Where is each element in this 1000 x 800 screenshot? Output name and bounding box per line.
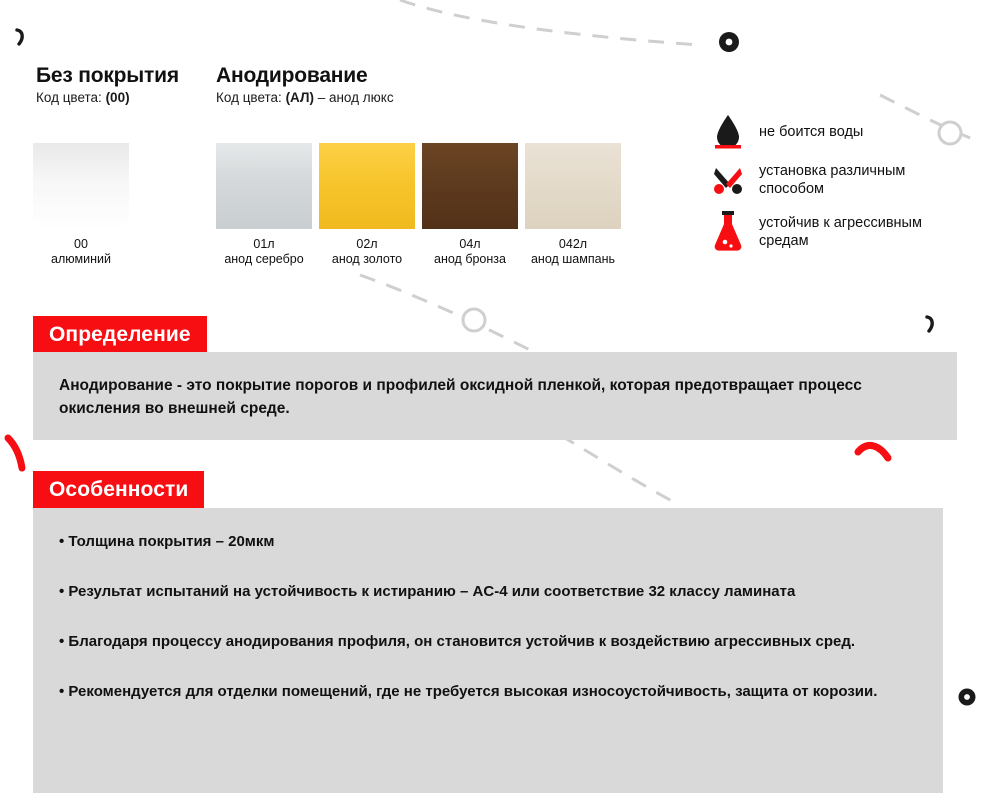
feature-water [705,112,970,152]
swatch-caption [216,237,312,267]
group-subtitle-code: (АЛ) [285,90,314,105]
feature-bullet: • Результат испытаний на устойчивость к истиранию – AC-4 или соответствие 32 классу ламината [59,583,796,600]
swatch-chip [525,143,621,229]
swatch-code: 04л [459,237,481,251]
feature-bullet: • Толщина покрытия – 20мкм [59,533,275,550]
swatch-code: 00 [74,237,88,251]
group-subtitle [216,90,394,105]
swatch-02l[interactable] [319,143,415,266]
swatch-chip [216,143,312,229]
swatch-name: анод шампань [530,252,615,266]
definition-tab: Определение [33,316,207,355]
swatch-name: алюминий [51,252,111,266]
swatch-caption [319,237,415,267]
swatch-code: 042л [558,237,588,251]
group-title: Без покрытия [36,64,179,87]
group-title: Анодирование [216,64,368,87]
swatch-code: 02л [356,237,378,251]
features-tab: Особенности [33,471,204,510]
swatch-00[interactable] [33,143,129,266]
feature-label: устойчив к агрессивным средам [759,215,922,249]
swatch-042l[interactable] [525,143,621,266]
feature-bullet: • Благодаря процессу анодирования профиля, он становится устойчив к воздействию агрессивных сред. [59,633,856,650]
feature-label: установка различным способом [759,163,906,197]
feature-label: не боится воды [759,124,864,140]
swatch-01l[interactable] [216,143,312,266]
swatch-caption [525,237,621,267]
definition-panel [33,352,957,440]
definition-text: Анодирование - это покрытие порогов и профилей оксидной пленкой, которая предотвращает процесс окисления во внешней среде. [59,377,862,417]
group-subtitle-suffix: – анод люкс [313,90,394,105]
tools-icon [705,162,751,198]
group-subtitle-code: (00) [105,90,130,105]
swatch-chip [33,143,129,229]
swatch-chip [319,143,415,229]
swatch-04l[interactable] [422,143,518,266]
group-subtitle-prefix: Код цвета: [216,90,286,105]
swatch-name: анод золото [331,252,403,266]
swatch-chip [422,143,518,229]
swatch-name: анод бронза [434,252,506,266]
group-heading-anodizing [216,64,394,105]
group-subtitle-prefix: Код цвета: [36,90,106,105]
feature-bullet: • Рекомендуется для отделки помещений, где не требуется высокая износоустойчивость, защита от корозии. [59,683,878,700]
flask-icon [705,210,751,254]
group-heading-uncoated [36,64,179,105]
swatch-name: анод серебро [224,252,304,266]
swatch-caption [33,237,129,267]
swatch-code: 01л [253,237,275,251]
group-subtitle [36,90,179,105]
features-panel [33,508,943,793]
feature-install [705,158,970,202]
swatch-caption [422,237,518,267]
water-drop-icon [705,112,751,152]
feature-aggressive [705,208,975,256]
